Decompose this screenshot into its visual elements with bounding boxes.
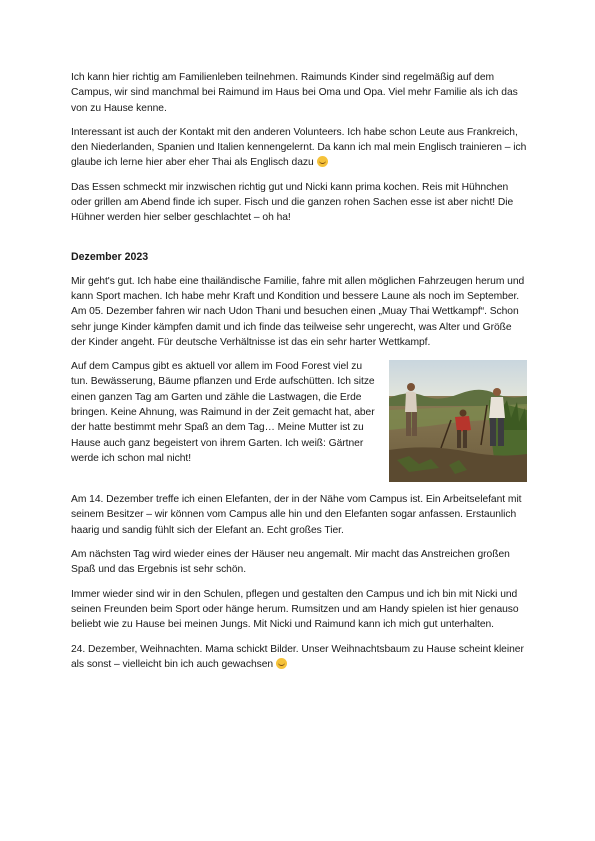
paragraph-christmas: [71, 642, 527, 673]
paragraph-volunteers-text: Interessant ist auch der Kontakt mit den anderen Volunteers. Ich habe schon Leute aus Frankreich, den Niederlanden, Spanien und Italien kennengelernt. Da kann ich mal mein Englisch trainieren – ich glaube ich lerne hier aber eher Thai als Englisch dazu: [71, 126, 527, 169]
paragraph-food-forest: Auf dem Campus gibt es aktuell vor allem im Food Forest viel zu tun. Bewässerung, Bäume pflanzen und Erde aufschütten. Ich sitze einen ganzen Tag am Garten und zähle die Lastwagen, die Erde bringen. Keine Ahnung, was Raimund in der Zeit gemacht hat, aber der hatte bestimmt mehr Spaß an dem Tag… Meine Mutter ist zu Hause auch ganz begeistert von ihrem Garten. Ich weiß: Gärtner werde ich schon mal nicht!: [71, 361, 375, 464]
paragraph-elephant: Am 14. Dezember treffe ich einen Elefanten, der in der Nähe vom Campus ist. Ein Arbeitselefant mit seinem Besitzer – wir können vom Campus alle hin und den Elefanten sogar anfassen. Erstaunlich haarig und sandig fühlt sich der Elefant an. Echt großes Tier.: [71, 494, 522, 536]
float-block: [71, 359, 527, 486]
paragraph-schools: Immer wieder sind wir in den Schulen, pflegen und gestalten den Campus und ich bin mit Nicki und seinen Freunden beim Sport oder hänge herum. Rumsitzen und am Handy spielen ist hier genauso beliebt wie zu Hause bei meinen Jungs. Mit Nicki und Raimund kann ich mich gut unterhalten.: [71, 588, 519, 631]
paragraph-food: Das Essen schmeckt mir inzwischen richtig gut und Nicki kann prima kochen. Reis mit Hühnchen oder grillen am Abend finde ich super. Fisch und die ganzen rohen Sachen esse ist aber nicht! Die Hühner werden hier selber geschlachtet – oh ha!: [71, 181, 514, 224]
paragraph-family: Ich kann hier richtig am Familienleben teilnehmen. Raimunds Kinder sind regelmäßig auf dem Campus, wir sind manchmal bei Raimund im Haus bei Oma und Opa. Viel mehr Familie als ich das von zu Hause kenne.: [71, 72, 518, 114]
paragraph-painting: Am nächsten Tag wird wieder eines der Häuser neu angemalt. Mir macht das Anstreichen großen Spaß und das Ergebnis ist sehr schön.: [71, 549, 510, 576]
paragraph-volunteers: [71, 125, 527, 171]
garden-photo-graphic: [389, 360, 527, 482]
section-heading: Dezember 2023: [71, 250, 149, 263]
smiling-face-icon: [317, 156, 328, 167]
paragraph-intro: Mir geht's gut. Ich habe eine thailändische Familie, fahre mit allen möglichen Fahrzeugen herum und kann Sport machen. Ich habe mehr Kraft und Kondition und bessere Laune als noch im September. Am 05. Dezember fahren wir nach Udon Thani und besuchen einen „Muay Thai Wettkampf“. Schon sehr junge Kinder kämpfen damit und ich finde das teilweise sehr ungerecht, was Alter und Größe der Kinder angeht. Für deutsche Verhältnisse ist das ein sehr harter Wettkampf.: [71, 275, 525, 348]
paragraph-christmas-text: 24. Dezember, Weihnachten. Mama schickt Bilder. Unser Weihnachtsbaum zu Hause scheint kleiner als sonst – vielleicht bin ich auch gewachsen: [71, 643, 524, 670]
garden-work-photo: [389, 360, 527, 482]
document-page: [71, 70, 527, 681]
winking-face-icon: [276, 658, 287, 669]
